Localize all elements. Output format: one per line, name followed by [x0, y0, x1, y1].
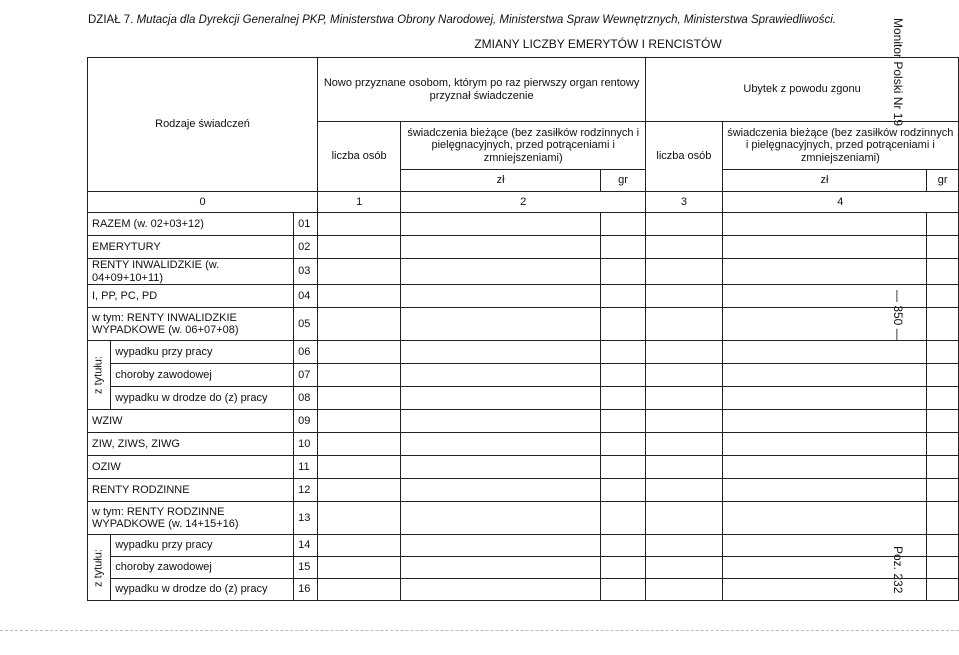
row-label: wypadku w drodze do (z) pracy: [111, 579, 294, 601]
row-number: 04: [294, 285, 318, 308]
cell-liczba-2[interactable]: [646, 387, 722, 410]
table-row: [88, 557, 959, 579]
cell-liczba-2[interactable]: [646, 579, 722, 601]
row-number: 03: [294, 259, 318, 285]
cell-liczba-2[interactable]: [646, 502, 722, 535]
cell-zl-1[interactable]: [401, 502, 601, 535]
cell-gr-1[interactable]: [600, 479, 645, 502]
cell-liczba-2[interactable]: [646, 456, 722, 479]
cell-zl-2[interactable]: [722, 502, 927, 535]
cell-zl-1[interactable]: [401, 259, 601, 285]
row-label: OZIW: [88, 456, 294, 479]
cell-gr-2[interactable]: [927, 341, 959, 364]
table-row: [88, 236, 959, 259]
cell-zl-2[interactable]: [722, 236, 927, 259]
cell-liczba-1[interactable]: [318, 387, 401, 410]
cell-gr-2[interactable]: [927, 579, 959, 601]
page-title: ZMIANY LICZBY EMERYTÓW I RENCISTÓW: [474, 37, 722, 51]
cell-liczba-1[interactable]: [318, 341, 401, 364]
col-header-liczba-2: liczba osób: [646, 122, 722, 192]
cell-zl-2[interactable]: [722, 433, 927, 456]
cell-zl-1[interactable]: [401, 433, 601, 456]
cell-zl-1[interactable]: [401, 410, 601, 433]
cell-gr-2[interactable]: [927, 308, 959, 341]
cell-gr-1[interactable]: [600, 285, 645, 308]
col-index-1: 1: [318, 192, 401, 213]
cell-liczba-2[interactable]: [646, 410, 722, 433]
table-row: [88, 479, 959, 502]
table-row: [88, 341, 959, 364]
cell-zl-2[interactable]: [722, 387, 927, 410]
group-label-text: z tytułu:: [92, 548, 105, 587]
cell-zl-1[interactable]: [401, 387, 601, 410]
cell-zl-2[interactable]: [722, 341, 927, 364]
row-label: wypadku w drodze do (z) pracy: [111, 387, 294, 410]
cell-liczba-1[interactable]: [318, 535, 401, 557]
col-header-rodzaje: Rodzaje świadczeń: [88, 58, 318, 192]
cell-gr-2[interactable]: [927, 236, 959, 259]
section-text: Mutacja dla Dyrekcji Generalnej PKP, Ministerstwa Obrony Narodowej, Ministerstwa Spraw Wewnętrznych, Ministerstwa Sprawiedliwości.: [136, 14, 837, 26]
cell-gr-1[interactable]: [600, 579, 645, 601]
cell-zl-1[interactable]: [401, 213, 601, 236]
cell-liczba-1[interactable]: [318, 479, 401, 502]
row-label: RAZEM (w. 02+03+12): [88, 213, 294, 236]
table-row: [88, 535, 959, 557]
cell-gr-1[interactable]: [600, 387, 645, 410]
row-number: 10: [294, 433, 318, 456]
cell-gr-1[interactable]: [600, 364, 645, 387]
cell-gr-1[interactable]: [600, 308, 645, 341]
cell-liczba-2[interactable]: [646, 341, 722, 364]
cell-gr-1[interactable]: [600, 433, 645, 456]
cell-zl-2[interactable]: [722, 456, 927, 479]
cell-gr-2[interactable]: [927, 535, 959, 557]
table-row: [88, 410, 959, 433]
cell-gr-2[interactable]: [927, 433, 959, 456]
cell-gr-1[interactable]: [600, 410, 645, 433]
cell-liczba-1[interactable]: [318, 410, 401, 433]
col-header-swiadczenia-1: świadczenia bieżące (bez zasiłków rodzinnych i pielęgnacyjnych, przed potrąceniami i zmniejszeniami): [401, 122, 646, 170]
cell-liczba-2[interactable]: [646, 433, 722, 456]
row-label: I, PP, PC, PD: [88, 285, 294, 308]
cell-gr-2[interactable]: [927, 502, 959, 535]
cell-zl-1[interactable]: [401, 535, 601, 557]
cell-gr-1[interactable]: [600, 502, 645, 535]
cell-zl-1[interactable]: [401, 285, 601, 308]
row-number: 13: [294, 502, 318, 535]
cell-zl-2[interactable]: [722, 364, 927, 387]
row-number: 11: [294, 456, 318, 479]
row-label: w tym: RENTY INWALIDZKIE WYPADKOWE (w. 06+07+08): [88, 308, 294, 341]
cut-line: [0, 630, 959, 631]
cell-zl-2[interactable]: [722, 410, 927, 433]
cell-gr-1[interactable]: [600, 557, 645, 579]
row-number: 12: [294, 479, 318, 502]
cell-liczba-1[interactable]: [318, 557, 401, 579]
row-label: RENTY RODZINNE: [88, 479, 294, 502]
cell-zl-1[interactable]: [401, 579, 601, 601]
cell-liczba-2[interactable]: [646, 535, 722, 557]
cell-zl-2[interactable]: [722, 213, 927, 236]
col-index-3: 3: [646, 192, 722, 213]
cell-liczba-1[interactable]: [318, 502, 401, 535]
cell-gr-2[interactable]: [927, 557, 959, 579]
cell-gr-1[interactable]: [600, 213, 645, 236]
col-group-nowo: Nowo przyznane osobom, którym po raz pierwszy organ rentowy przyznał świadczenie: [318, 58, 646, 122]
section-number: DZIAŁ 7.: [88, 14, 134, 26]
cell-zl-1[interactable]: [401, 479, 601, 502]
row-label: WZIW: [88, 410, 294, 433]
col-unit-gr-1: gr: [600, 170, 645, 192]
cell-gr-2[interactable]: [927, 213, 959, 236]
cell-liczba-2[interactable]: [646, 285, 722, 308]
report-table: [87, 57, 959, 601]
cell-zl-1[interactable]: [401, 456, 601, 479]
row-number: 07: [294, 364, 318, 387]
table-row: [88, 364, 959, 387]
cell-liczba-1[interactable]: [318, 236, 401, 259]
table-row: [88, 502, 959, 535]
cell-zl-2[interactable]: [722, 479, 927, 502]
row-label: ZIW, ZIWS, ZIWG: [88, 433, 294, 456]
cell-liczba-2[interactable]: [646, 259, 722, 285]
cell-liczba-1[interactable]: [318, 259, 401, 285]
cell-liczba-1[interactable]: [318, 433, 401, 456]
cell-liczba-2[interactable]: [646, 213, 722, 236]
cell-zl-2[interactable]: [722, 557, 927, 579]
row-label: w tym: RENTY RODZINNE WYPADKOWE (w. 14+15+16): [88, 502, 294, 535]
cell-liczba-1[interactable]: [318, 308, 401, 341]
row-label: EMERYTURY: [88, 236, 294, 259]
cell-zl-1[interactable]: [401, 557, 601, 579]
row-label: wypadku przy pracy: [111, 535, 294, 557]
cell-liczba-2[interactable]: [646, 557, 722, 579]
section-header: [88, 14, 836, 26]
cell-zl-2[interactable]: [722, 308, 927, 341]
col-header-liczba-1: liczba osób: [318, 122, 401, 192]
row-label: choroby zawodowej: [111, 557, 294, 579]
table-row: [88, 308, 959, 341]
page-number: — 350 —: [891, 290, 905, 341]
col-index-0: 0: [88, 192, 318, 213]
cell-liczba-2[interactable]: [646, 479, 722, 502]
row-number: 01: [294, 213, 318, 236]
group-label-text: z tytułu:: [92, 356, 105, 395]
cell-zl-2[interactable]: [722, 259, 927, 285]
cell-liczba-1[interactable]: [318, 364, 401, 387]
cell-gr-2[interactable]: [927, 364, 959, 387]
cell-liczba-2[interactable]: [646, 308, 722, 341]
table-row: [88, 285, 959, 308]
row-number: 09: [294, 410, 318, 433]
cell-gr-2[interactable]: [927, 285, 959, 308]
col-group-ubytek: Ubytek z powodu zgonu: [646, 58, 959, 122]
cell-gr-1[interactable]: [600, 259, 645, 285]
cell-gr-1[interactable]: [600, 341, 645, 364]
cell-zl-2[interactable]: [722, 285, 927, 308]
table-row: [88, 259, 959, 285]
group-label-z-tytulu: [88, 535, 111, 601]
cell-liczba-1[interactable]: [318, 456, 401, 479]
col-unit-zl-1: zł: [401, 170, 601, 192]
cell-gr-1[interactable]: [600, 535, 645, 557]
cell-zl-2[interactable]: [722, 535, 927, 557]
row-number: 05: [294, 308, 318, 341]
cell-zl-1[interactable]: [401, 236, 601, 259]
cell-zl-1[interactable]: [401, 341, 601, 364]
cell-liczba-2[interactable]: [646, 364, 722, 387]
col-index-2: 2: [401, 192, 646, 213]
row-number: 08: [294, 387, 318, 410]
cell-zl-2[interactable]: [722, 579, 927, 601]
cell-liczba-1[interactable]: [318, 213, 401, 236]
col-unit-zl-2: zł: [722, 170, 927, 192]
table-row: [88, 213, 959, 236]
row-number: 06: [294, 341, 318, 364]
row-number: 16: [294, 579, 318, 601]
col-header-swiadczenia-2: świadczenia bieżące (bez zasiłków rodzinnych i pielęgnacyjnych, przed potrąceniami i zmniejszeniami): [722, 122, 958, 170]
cell-liczba-1[interactable]: [318, 579, 401, 601]
cell-liczba-1[interactable]: [318, 285, 401, 308]
cell-gr-2[interactable]: [927, 456, 959, 479]
cell-gr-2[interactable]: [927, 259, 959, 285]
table-row: [88, 579, 959, 601]
cell-gr-1[interactable]: [600, 456, 645, 479]
cell-gr-2[interactable]: [927, 410, 959, 433]
col-index-4: 4: [722, 192, 958, 213]
table-row: [88, 456, 959, 479]
position-number: Poz. 232: [891, 546, 905, 594]
cell-gr-2[interactable]: [927, 479, 959, 502]
cell-zl-1[interactable]: [401, 364, 601, 387]
cell-gr-1[interactable]: [600, 236, 645, 259]
row-label: wypadku przy pracy: [111, 341, 294, 364]
col-unit-gr-2: gr: [927, 170, 959, 192]
cell-zl-1[interactable]: [401, 308, 601, 341]
row-number: 02: [294, 236, 318, 259]
row-label: RENTY INWALIDZKIE (w. 04+09+10+11): [88, 259, 294, 285]
row-number: 14: [294, 535, 318, 557]
cell-liczba-2[interactable]: [646, 236, 722, 259]
table-row: [88, 387, 959, 410]
table-row: [88, 433, 959, 456]
cell-gr-2[interactable]: [927, 387, 959, 410]
row-label: choroby zawodowej: [111, 364, 294, 387]
row-number: 15: [294, 557, 318, 579]
journal-name: Monitor Polski Nr 19: [891, 18, 905, 127]
group-label-z-tytulu: [88, 341, 111, 410]
